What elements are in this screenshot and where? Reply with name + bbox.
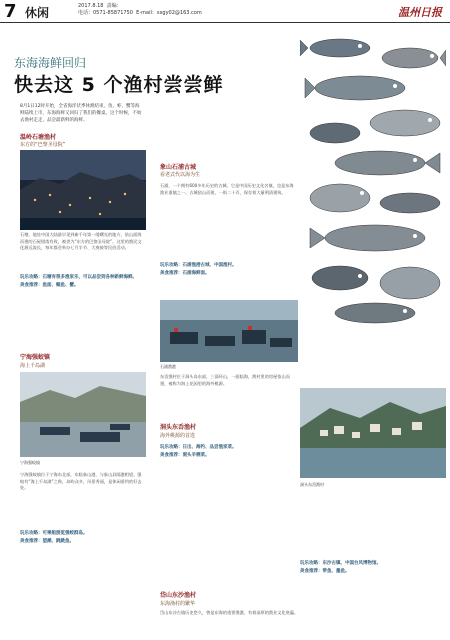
article-tip: 玩乐攻略：日出、海钓、品尝渔家菜。 (160, 445, 237, 450)
article-heading: 洞头东岙渔村 (160, 424, 197, 431)
article-food: 美食推荐：石浦海鲜面。 (160, 271, 210, 276)
qianghaijiao-photo (20, 372, 146, 457)
intro-text: 8月1日12时开始，全省海洋伏季休渔结束，鱼、虾、蟹等海鲜陆续上市，东海海鲜又回归了我们的餐桌。这个时候，不妨去渔村走走，品尝最新鲜的海鲜。 (20, 104, 142, 123)
photo-caption: 洞头东岙渔村 (300, 482, 324, 487)
header-info (78, 3, 202, 17)
dongtou-village-photo (300, 388, 446, 478)
page-title: 快去这 5 个渔村尝尝鲜 (14, 74, 224, 96)
article-subtitle: 看老式代以海为生 (160, 172, 201, 178)
article-food: 美食推荐：望潮、跳跳鱼。 (20, 539, 74, 544)
article-heading: 宁海强蛟镇 (20, 354, 51, 361)
page-header (0, 0, 450, 23)
page-number: 7 (4, 1, 17, 22)
section-name: 休闲 (25, 6, 50, 20)
article-tip: 玩乐攻略：石塘有很多渔家乐，可以品尝到各种新鲜海鲜。 (20, 275, 137, 280)
masthead-logo: 温州日报 (398, 6, 442, 19)
article-subtitle: 海上千岛湖 (20, 363, 46, 369)
article-subtitle: 东方的“巴黎圣母院” (20, 142, 66, 148)
article-heading: 温岭石塘渔村 (20, 134, 57, 141)
article-body: 石塘，地处中国大陆最早见到新千年第一缕曙光的地方，依山面海而建的石屋错落有致，被誉为“东方的巴黎圣母院”。这里的渔民文化源远流长，每年都会举办七月半节、大奏鼓等民俗活动。 (20, 232, 142, 250)
article-food: 美食推荐：带鱼、墨鱼。 (300, 569, 350, 574)
article-subtitle: 东海渔村的繁华 (160, 601, 196, 607)
article-subtitle: 海外桃源的首选 (160, 433, 196, 439)
editor: 责编： (106, 3, 122, 9)
phone: 电话：0571-85871750 (78, 10, 133, 16)
shipu-port-photo (160, 300, 298, 362)
photo-caption: 石浦渔港 (160, 364, 176, 369)
shitang-village-photo (20, 150, 146, 230)
article-tip: 玩乐攻略：可乘船游览强蛟群岛。 (20, 531, 88, 536)
seafood-illustration (300, 28, 446, 328)
photo-caption: 宁海强蛟镇 (20, 460, 40, 465)
kicker: 东海海鲜回归 (14, 56, 87, 70)
article-body: 石浦，一个拥有600多年历史的古城。它是中国历史文化名镇，也是东海渔业重镇之一。古城依山而建，一街二十弄，保存着大量明清建筑。 (160, 183, 294, 195)
article-body: 宁海强蛟镇位于宁海东北部，东临象山港，与象山县隔港相望。强蛟有“海上千岛湖”之称，岛屿众多，风景秀丽，是休闲垂钓的好去处。 (20, 472, 142, 490)
article-tip: 玩乐攻略：石浦渔港古城、中国渔村。 (160, 263, 237, 268)
issue-date: 2017.8.18 (78, 3, 104, 9)
article-food: 美食推荐：洞头羊栖菜。 (160, 453, 210, 458)
email: E-mail：sxgy02@163.com (136, 10, 202, 16)
article-body: 东岙渔村位于洞头岛东部，三面环山，一面临海，渔村里的房屋依山而建，被称为海上花园里的海外桃源。 (160, 374, 290, 386)
article-body: 岱山东沙古镇历史悠久，曾是东海的重要渔港，有着深厚的渔业文化底蕴。 (160, 610, 299, 615)
article-heading: 岱山东沙渔村 (160, 592, 197, 599)
article-heading: 象山石浦古城 (160, 164, 197, 171)
article-tip: 玩乐攻略：东沙古镇、中国台风博物馆。 (300, 561, 381, 566)
article-food: 美食推荐：鱼面、鲳鱼、蟹。 (20, 283, 79, 288)
